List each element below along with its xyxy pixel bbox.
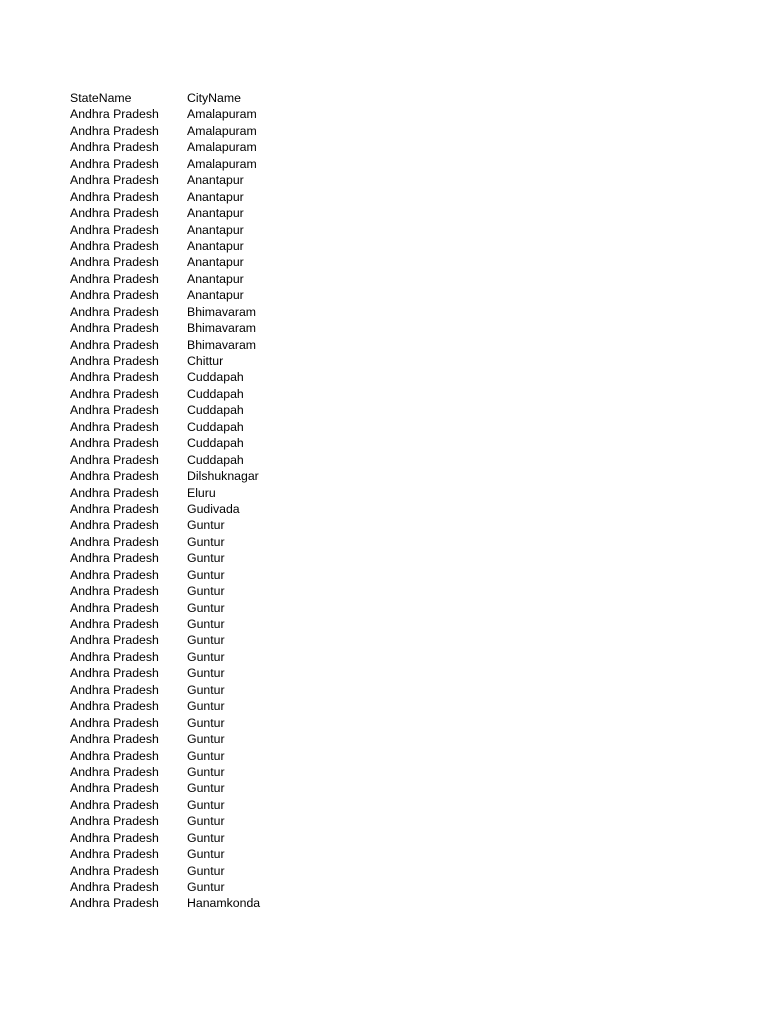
table-row — [70, 501, 307, 517]
state-name-cell: Andhra Pradesh — [70, 649, 159, 664]
table-row — [70, 846, 307, 862]
state-name-cell: Andhra Pradesh — [70, 485, 159, 500]
city-name-cell: Anantapur — [187, 222, 244, 237]
city-name-cell: Guntur — [187, 649, 225, 664]
table-row — [70, 863, 307, 879]
table-row — [70, 813, 307, 829]
table-row — [70, 534, 307, 550]
table-row — [70, 222, 307, 238]
table-row — [70, 764, 307, 780]
city-name-cell: Cuddapah — [187, 436, 244, 451]
state-name-cell: Andhra Pradesh — [70, 386, 159, 401]
table-row — [70, 600, 307, 616]
city-name-cell: Hanamkonda — [187, 896, 261, 911]
table-row — [70, 567, 307, 583]
table-row — [70, 419, 307, 435]
city-name-cell: Anantapur — [187, 206, 244, 221]
city-name-cell: Guntur — [187, 748, 225, 763]
city-name-cell: Cuddapah — [187, 386, 244, 401]
city-name-cell: Bhimavaram — [187, 337, 257, 352]
table-row — [70, 616, 307, 632]
table-row — [70, 517, 307, 533]
table-row — [70, 665, 307, 681]
table-row — [70, 139, 307, 155]
table-row — [70, 337, 307, 353]
state-name-cell: Andhra Pradesh — [70, 617, 159, 631]
table-row — [70, 123, 307, 139]
state-name-cell: Andhra Pradesh — [70, 222, 159, 237]
city-name-cell: Bhimavaram — [187, 304, 257, 319]
state-name-cell: Andhra Pradesh — [70, 534, 159, 549]
table-row — [70, 830, 307, 846]
city-name-cell: Anantapur — [187, 271, 244, 286]
city-name-cell: Guntur — [187, 633, 225, 648]
state-name-cell: Andhra Pradesh — [70, 880, 159, 894]
state-name-cell: Andhra Pradesh — [70, 847, 159, 862]
state-name-cell: Andhra Pradesh — [70, 107, 159, 122]
state-name-cell: Andhra Pradesh — [70, 764, 159, 779]
table-row — [70, 271, 307, 287]
state-name-cell: Andhra Pradesh — [70, 123, 159, 138]
state-name-cell: Andhra Pradesh — [70, 419, 159, 434]
city-name-cell: Anantapur — [187, 173, 244, 188]
state-name-cell: Andhra Pradesh — [70, 206, 159, 221]
table-row — [70, 106, 307, 122]
city-name-cell: Guntur — [187, 880, 225, 894]
city-name-cell: Cuddapah — [187, 370, 244, 385]
city-name-cell: Cuddapah — [187, 419, 244, 434]
city-name-cell: Guntur — [187, 847, 225, 862]
state-name-cell: Andhra Pradesh — [70, 452, 159, 467]
city-name-cell: Anantapur — [187, 255, 244, 270]
header-cityname: CityName — [187, 91, 241, 105]
city-name-cell: Amalapuram — [187, 107, 257, 122]
city-name-cell: Gudivada — [187, 501, 240, 516]
table-row — [70, 402, 307, 418]
state-name-cell: Andhra Pradesh — [70, 403, 159, 418]
city-name-cell: Chittur — [187, 354, 224, 368]
city-name-cell: Guntur — [187, 666, 225, 681]
state-name-cell: Andhra Pradesh — [70, 518, 159, 533]
city-name-cell: Anantapur — [187, 189, 244, 204]
state-name-cell: Andhra Pradesh — [70, 304, 159, 319]
city-name-cell: Eluru — [187, 485, 216, 500]
city-name-cell: Guntur — [187, 584, 225, 599]
city-name-cell: Anantapur — [187, 288, 244, 303]
state-name-cell: Andhra Pradesh — [70, 797, 159, 812]
state-name-cell: Andhra Pradesh — [70, 551, 159, 566]
city-name-cell: Guntur — [187, 534, 225, 549]
city-name-cell: Guntur — [187, 732, 225, 747]
table-row — [70, 254, 307, 270]
table-row — [70, 287, 307, 303]
table-row — [70, 583, 307, 599]
state-name-cell: Andhra Pradesh — [70, 501, 159, 516]
city-name-cell: Guntur — [187, 764, 225, 779]
state-name-cell: Andhra Pradesh — [70, 337, 159, 352]
state-name-cell: Andhra Pradesh — [70, 600, 159, 615]
table-row — [70, 320, 307, 336]
city-name-cell: Amalapuram — [187, 123, 257, 138]
table-row — [70, 649, 307, 665]
city-name-cell: Dilshuknagar — [187, 469, 259, 484]
table-body — [70, 106, 307, 911]
state-name-cell: Andhra Pradesh — [70, 814, 159, 829]
state-name-cell: Andhra Pradesh — [70, 469, 159, 484]
header-row — [70, 90, 307, 106]
state-name-cell: Andhra Pradesh — [70, 699, 159, 714]
state-name-cell: Andhra Pradesh — [70, 863, 159, 878]
table-row — [70, 715, 307, 731]
state-name-cell: Andhra Pradesh — [70, 140, 159, 155]
data-table — [70, 90, 307, 912]
city-name-cell: Guntur — [187, 781, 225, 796]
city-name-cell: Guntur — [187, 567, 225, 582]
table-row — [70, 386, 307, 402]
city-name-cell: Guntur — [187, 830, 225, 845]
table-row — [70, 698, 307, 714]
table-row — [70, 468, 307, 484]
state-name-cell: Andhra Pradesh — [70, 781, 159, 796]
state-name-cell: Andhra Pradesh — [70, 748, 159, 763]
state-name-cell: Andhra Pradesh — [70, 436, 159, 451]
table-row — [70, 550, 307, 566]
state-name-cell: Andhra Pradesh — [70, 173, 159, 188]
state-name-cell: Andhra Pradesh — [70, 370, 159, 385]
state-name-cell: Andhra Pradesh — [70, 732, 159, 747]
city-name-cell: Cuddapah — [187, 403, 244, 418]
table-row — [70, 780, 307, 796]
state-name-cell: Andhra Pradesh — [70, 189, 159, 204]
table-row — [70, 731, 307, 747]
state-name-cell: Andhra Pradesh — [70, 271, 159, 286]
city-name-cell: Anantapur — [187, 238, 244, 253]
state-name-cell: Andhra Pradesh — [70, 584, 159, 599]
city-name-cell: Guntur — [187, 600, 225, 615]
table-row — [70, 304, 307, 320]
table-row — [70, 435, 307, 451]
city-name-cell: Guntur — [187, 715, 225, 730]
table-row — [70, 879, 307, 895]
header-statename: StateName — [70, 91, 132, 105]
table-row — [70, 238, 307, 254]
state-name-cell: Andhra Pradesh — [70, 715, 159, 730]
table-row — [70, 797, 307, 813]
state-name-cell: Andhra Pradesh — [70, 830, 159, 845]
city-name-cell: Guntur — [187, 617, 225, 631]
state-name-cell: Andhra Pradesh — [70, 288, 159, 303]
table-row — [70, 369, 307, 385]
table-row — [70, 156, 307, 172]
table-row — [70, 353, 307, 369]
state-name-cell: Andhra Pradesh — [70, 354, 159, 368]
city-name-cell: Guntur — [187, 518, 225, 533]
city-name-cell: Guntur — [187, 551, 225, 566]
city-name-cell: Amalapuram — [187, 140, 257, 155]
city-name-cell: Guntur — [187, 682, 225, 697]
city-name-cell: Guntur — [187, 814, 225, 829]
state-name-cell: Andhra Pradesh — [70, 896, 159, 911]
state-name-cell: Andhra Pradesh — [70, 682, 159, 697]
state-name-cell: Andhra Pradesh — [70, 238, 159, 253]
table-row — [70, 632, 307, 648]
city-name-cell: Cuddapah — [187, 452, 244, 467]
state-name-cell: Andhra Pradesh — [70, 633, 159, 648]
table-row — [70, 189, 307, 205]
table-row — [70, 205, 307, 221]
state-name-cell: Andhra Pradesh — [70, 567, 159, 582]
state-name-cell: Andhra Pradesh — [70, 666, 159, 681]
city-name-cell: Guntur — [187, 863, 225, 878]
state-name-cell: Andhra Pradesh — [70, 321, 159, 336]
table-row — [70, 172, 307, 188]
table-row — [70, 682, 307, 698]
city-name-cell: Amalapuram — [187, 156, 257, 171]
table-row — [70, 452, 307, 468]
table-row — [70, 485, 307, 501]
city-name-cell: Guntur — [187, 699, 225, 714]
city-name-cell: Guntur — [187, 797, 225, 812]
table-row — [70, 895, 307, 911]
state-name-cell: Andhra Pradesh — [70, 255, 159, 270]
state-name-cell: Andhra Pradesh — [70, 156, 159, 171]
table-row — [70, 748, 307, 764]
city-name-cell: Bhimavaram — [187, 321, 257, 336]
